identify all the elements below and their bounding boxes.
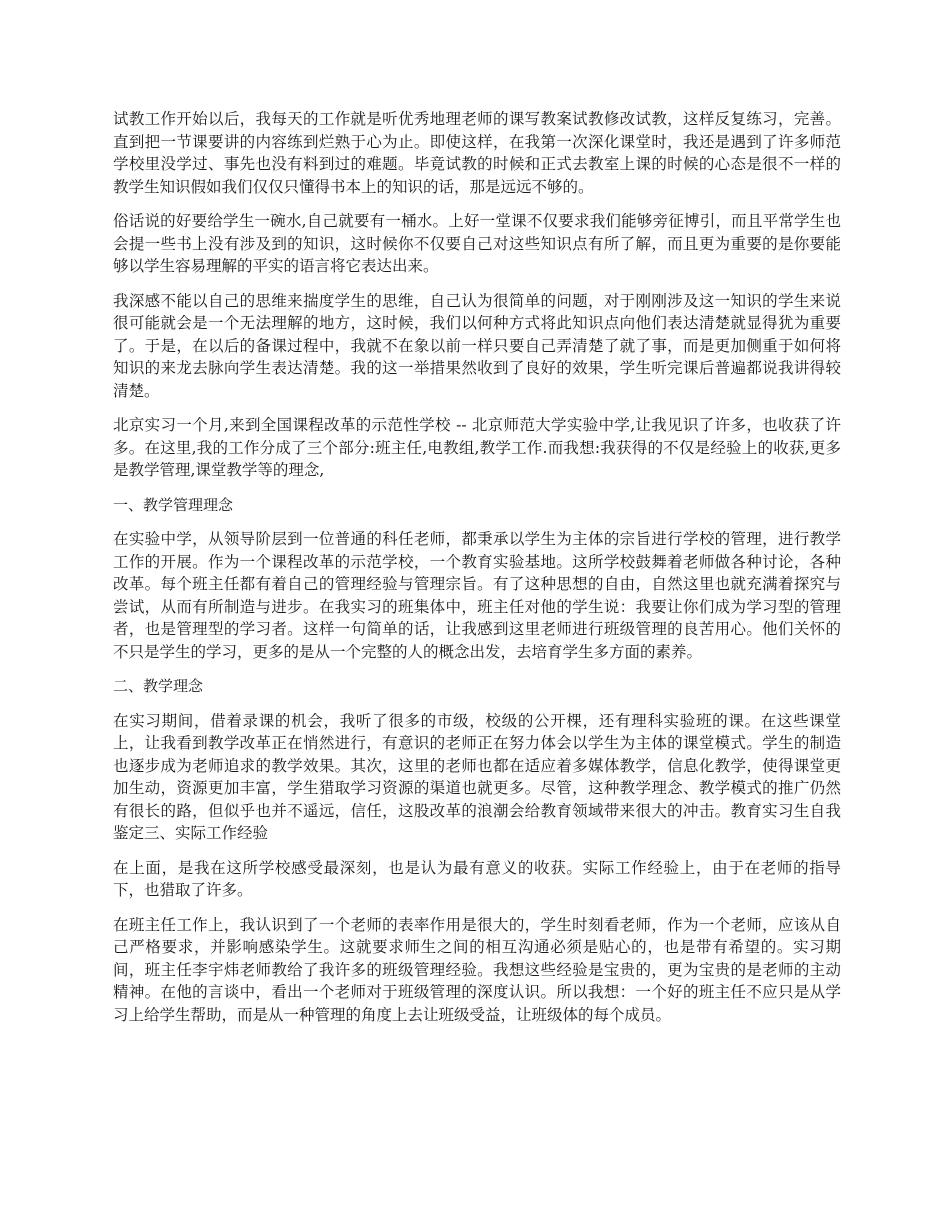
paragraph-beijing-internship: 北京实习一个月,来到全国课程改革的示范性学校 -- 北京师范大学实验中学,让我见识了许多，也收获了许多。在这里,我的工作分成了三个部分:班主任,电教组,教学工作.而我想:我获得的不仅是经验上的收获,更多是教学管理,课堂教学等的理念,	[113, 416, 841, 479]
heading-teaching-philosophy: 二、教学理念	[113, 677, 204, 695]
heading-management-philosophy: 一、教学管理理念	[113, 495, 234, 514]
document-body	[113, 108, 841, 1038]
paragraph-practical-experience: 在上面，是我在这所学校感受最深刻，也是认为最有意义的收获。实际工作经验上，由于在老师的指导下，也猎取了许多。	[113, 858, 841, 899]
paragraph-teaching-philosophy: 在实习期间，借着录课的机会，我听了很多的市级，校级的公开棵，还有理科实验班的课。在这些课堂上，让我看到教学改革正在悄然进行，有意识的老师正在努力体会以学生为主体的课堂模式。学生的制造也逐步成为老师追求的教学效果。其次，这里的老师也都在适应着多媒体教学，信息化教学，使得课堂更加生动，资源更加丰富，学生猎取学习资源的渠道也就更多。尽管，这种教学理念、教学模式的推广仍然有很长的路，但似乎也并不遥远，信任，这股改革的浪潮会给教育领域带来很大的冲击。教育实习生自我鉴定三、实际工作经验	[113, 711, 841, 842]
paragraph-management-philosophy: 在实验中学，从领导阶层到一位普通的科任老师，都秉承以学生为主体的宗旨进行学校的管理，进行教学工作的开展。作为一个课程改革的示范学校，一个教育实验基地。这所学校鼓舞着老师做各种讨论，各种改革。每个班主任都有着自己的管理经验与管理宗旨。有了这种思想的自由，自然这里也就充满着探究与尝试，从而有所制造与进步。在我实习的班集体中，班主任对他的学生说：我要让你们成为学习型的管理者，也是管理型的学习者。这样一句简单的话，让我感到这里老师进行班级管理的良苦用心。他们关怀的不只是学生的学习，更多的是从一个完整的人的概念出发，去培育学生多方面的素养。	[113, 530, 841, 661]
paragraph-trial-teaching: 试教工作开始以后，我每天的工作就是听优秀地理老师的课写教案试教修改试教，这样反复练习，完善。直到把一节课要讲的内容练到烂熟于心为止。即使这样，在我第一次深化课堂时，我还是遇到了许多师范学校里没学过、事先也没有料到过的难题。毕竟试教的时候和正式去教室上课的时候的心态是很不一样的教学生知识假如我们仅仅只懂得书本上的知识的话，那是远远不够的。	[113, 110, 841, 196]
paragraph-bucket-of-water: 俗话说的好要给学生一碗水,自己就要有一桶水。上好一堂课不仅要求我们能够旁征博引，而且平常学生也会提一些书上没有涉及到的知识，这时候你不仅要自己对这些知识点有所了解，而且更为重要的是你要能够以学生容易理解的平实的语言将它表达出来。	[113, 212, 841, 275]
paragraph-head-teacher-work: 在班主任工作上，我认识到了一个老师的表率作用是很大的，学生时刻看老师，作为一个老师，应该从自己严格要求，并影响感染学生。这就要求师生之间的相互沟通必须是贴心的，也是带有希望的。实习期间，班主任李宇炜老师教给了我许多的班级管理经验。我想这些经验是宝贵的，更为宝贵的是老师的主动精神。在他的言谈中，看出一个老师对于班级管理的深度认识。所以我想：一个好的班主任不应只是从学习上给学生帮助，而是从一种管理的角度上去让班级受益，让班级体的每个成员。	[113, 915, 841, 1024]
paragraph-student-thinking: 我深感不能以自己的思维来揣度学生的思维，自己认为很简单的问题，对于刚刚涉及这一知识的学生来说很可能就会是一个无法理解的地方，这时候，我们以何种方式将此知识点向他们表达清楚就显得犹为重要了。于是，在以后的备课过程中，我就不在象以前一样只要自己弄清楚了就了事，而是更加侧重于如何将知识的来龙去脉向学生表达清楚。我的这一举措果然收到了良好的效果，学生听完课后普遍都说我讲得较清楚。	[113, 291, 841, 400]
